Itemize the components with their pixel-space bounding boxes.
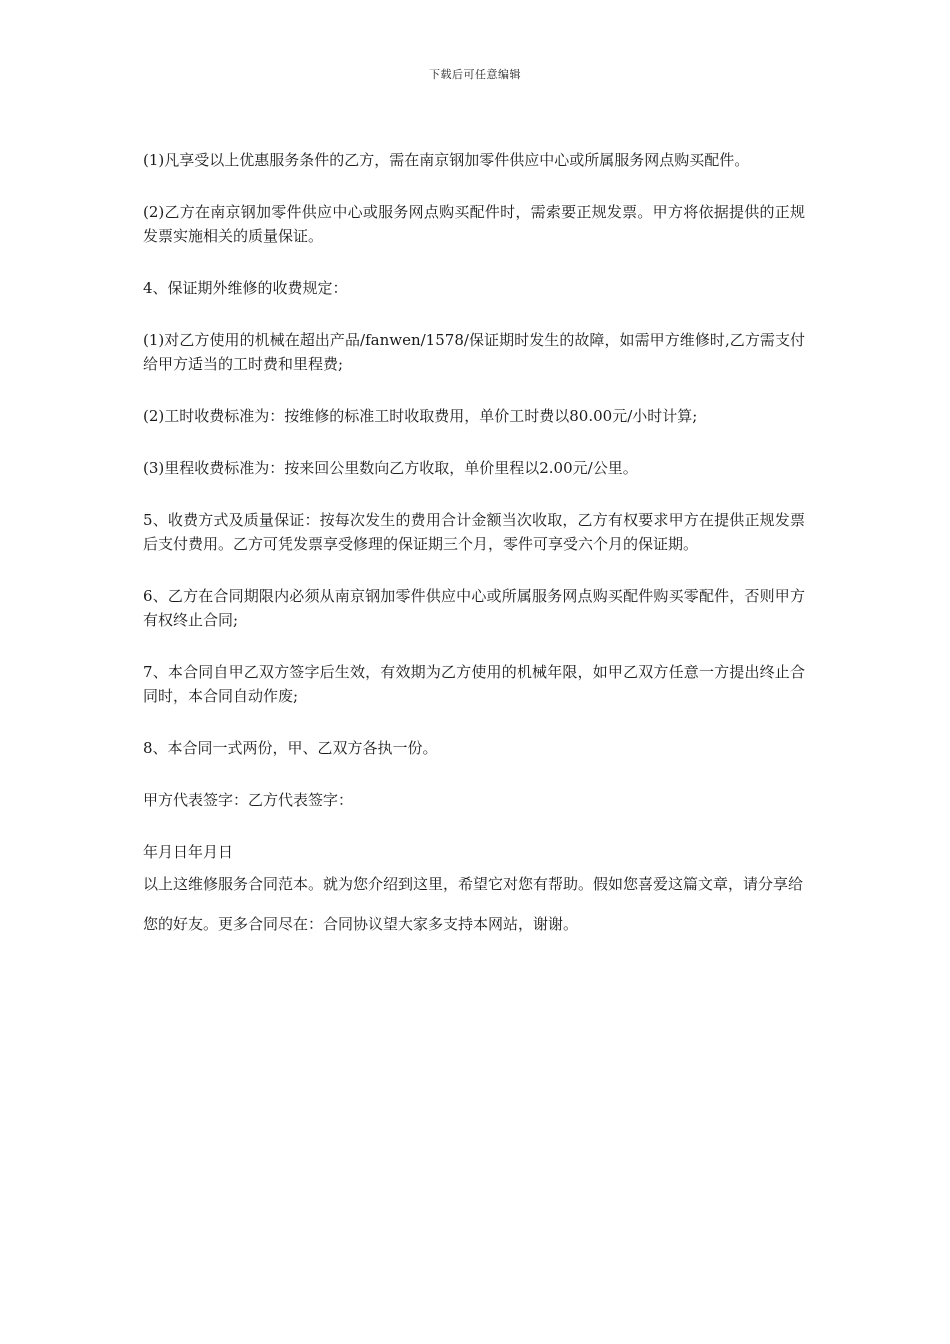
paragraph-1-2: (2)乙方在南京钢加零件供应中心或服务网点购买配件时，需索要正规发票。甲方将依据提供的正规发票实施相关的质量保证。 [143, 203, 805, 245]
paragraph-4-3: (3)里程收费标准为：按来回公里数向乙方收取，单价里程以2.00元/公里。 [143, 459, 638, 477]
section-7: 7、本合同自甲乙双方签字后生效，有效期为乙方使用的机械年限，如甲乙双方任意一方提出终止合同时，本合同自动作废; [143, 663, 805, 705]
closing-paragraph: 以上这维修服务合同范本。就为您介绍到这里，希望它对您有帮助。假如您喜爱这篇文章，请分享给您的好友。更多合同尽在：合同协议望大家多支持本网站，谢谢。 [143, 875, 804, 933]
section-4-heading: 4、保证期外维修的收费规定： [143, 279, 348, 297]
page-header: 下载后可任意编辑 [429, 68, 521, 81]
section-5: 5、收费方式及质量保证：按每次发生的费用合计金额当次收取，乙方有权要求甲方在提供正规发票后支付费用。乙方可凭发票享受修理的保证期三个月，零件可享受六个月的保证期。 [143, 511, 805, 553]
paragraph-1-1: (1)凡享受以上优惠服务条件的乙方，需在南京钢加零件供应中心或所属服务网点购买配件。 [143, 151, 750, 169]
date-line: 年月日年月日 [143, 843, 234, 861]
section-6: 6、乙方在合同期限内必须从南京钢加零件供应中心或所属服务网点购买配件购买零配件，否则甲方有权终止合同; [143, 587, 805, 629]
paragraph-4-2: (2)工时收费标准为：按维修的标准工时收取费用，单价工时费以80.00元/小时计算; [143, 407, 698, 425]
section-8: 8、本合同一式两份，甲、乙双方各执一份。 [143, 739, 438, 757]
signature-line: 甲方代表签字：乙方代表签字： [143, 791, 354, 809]
document-body [143, 148, 805, 944]
paragraph-4-1: (1)对乙方使用的机械在超出产品/fanwen/1578/保证期时发生的故障，如需甲方维修时,乙方需支付给甲方适当的工时费和里程费; [143, 331, 805, 373]
